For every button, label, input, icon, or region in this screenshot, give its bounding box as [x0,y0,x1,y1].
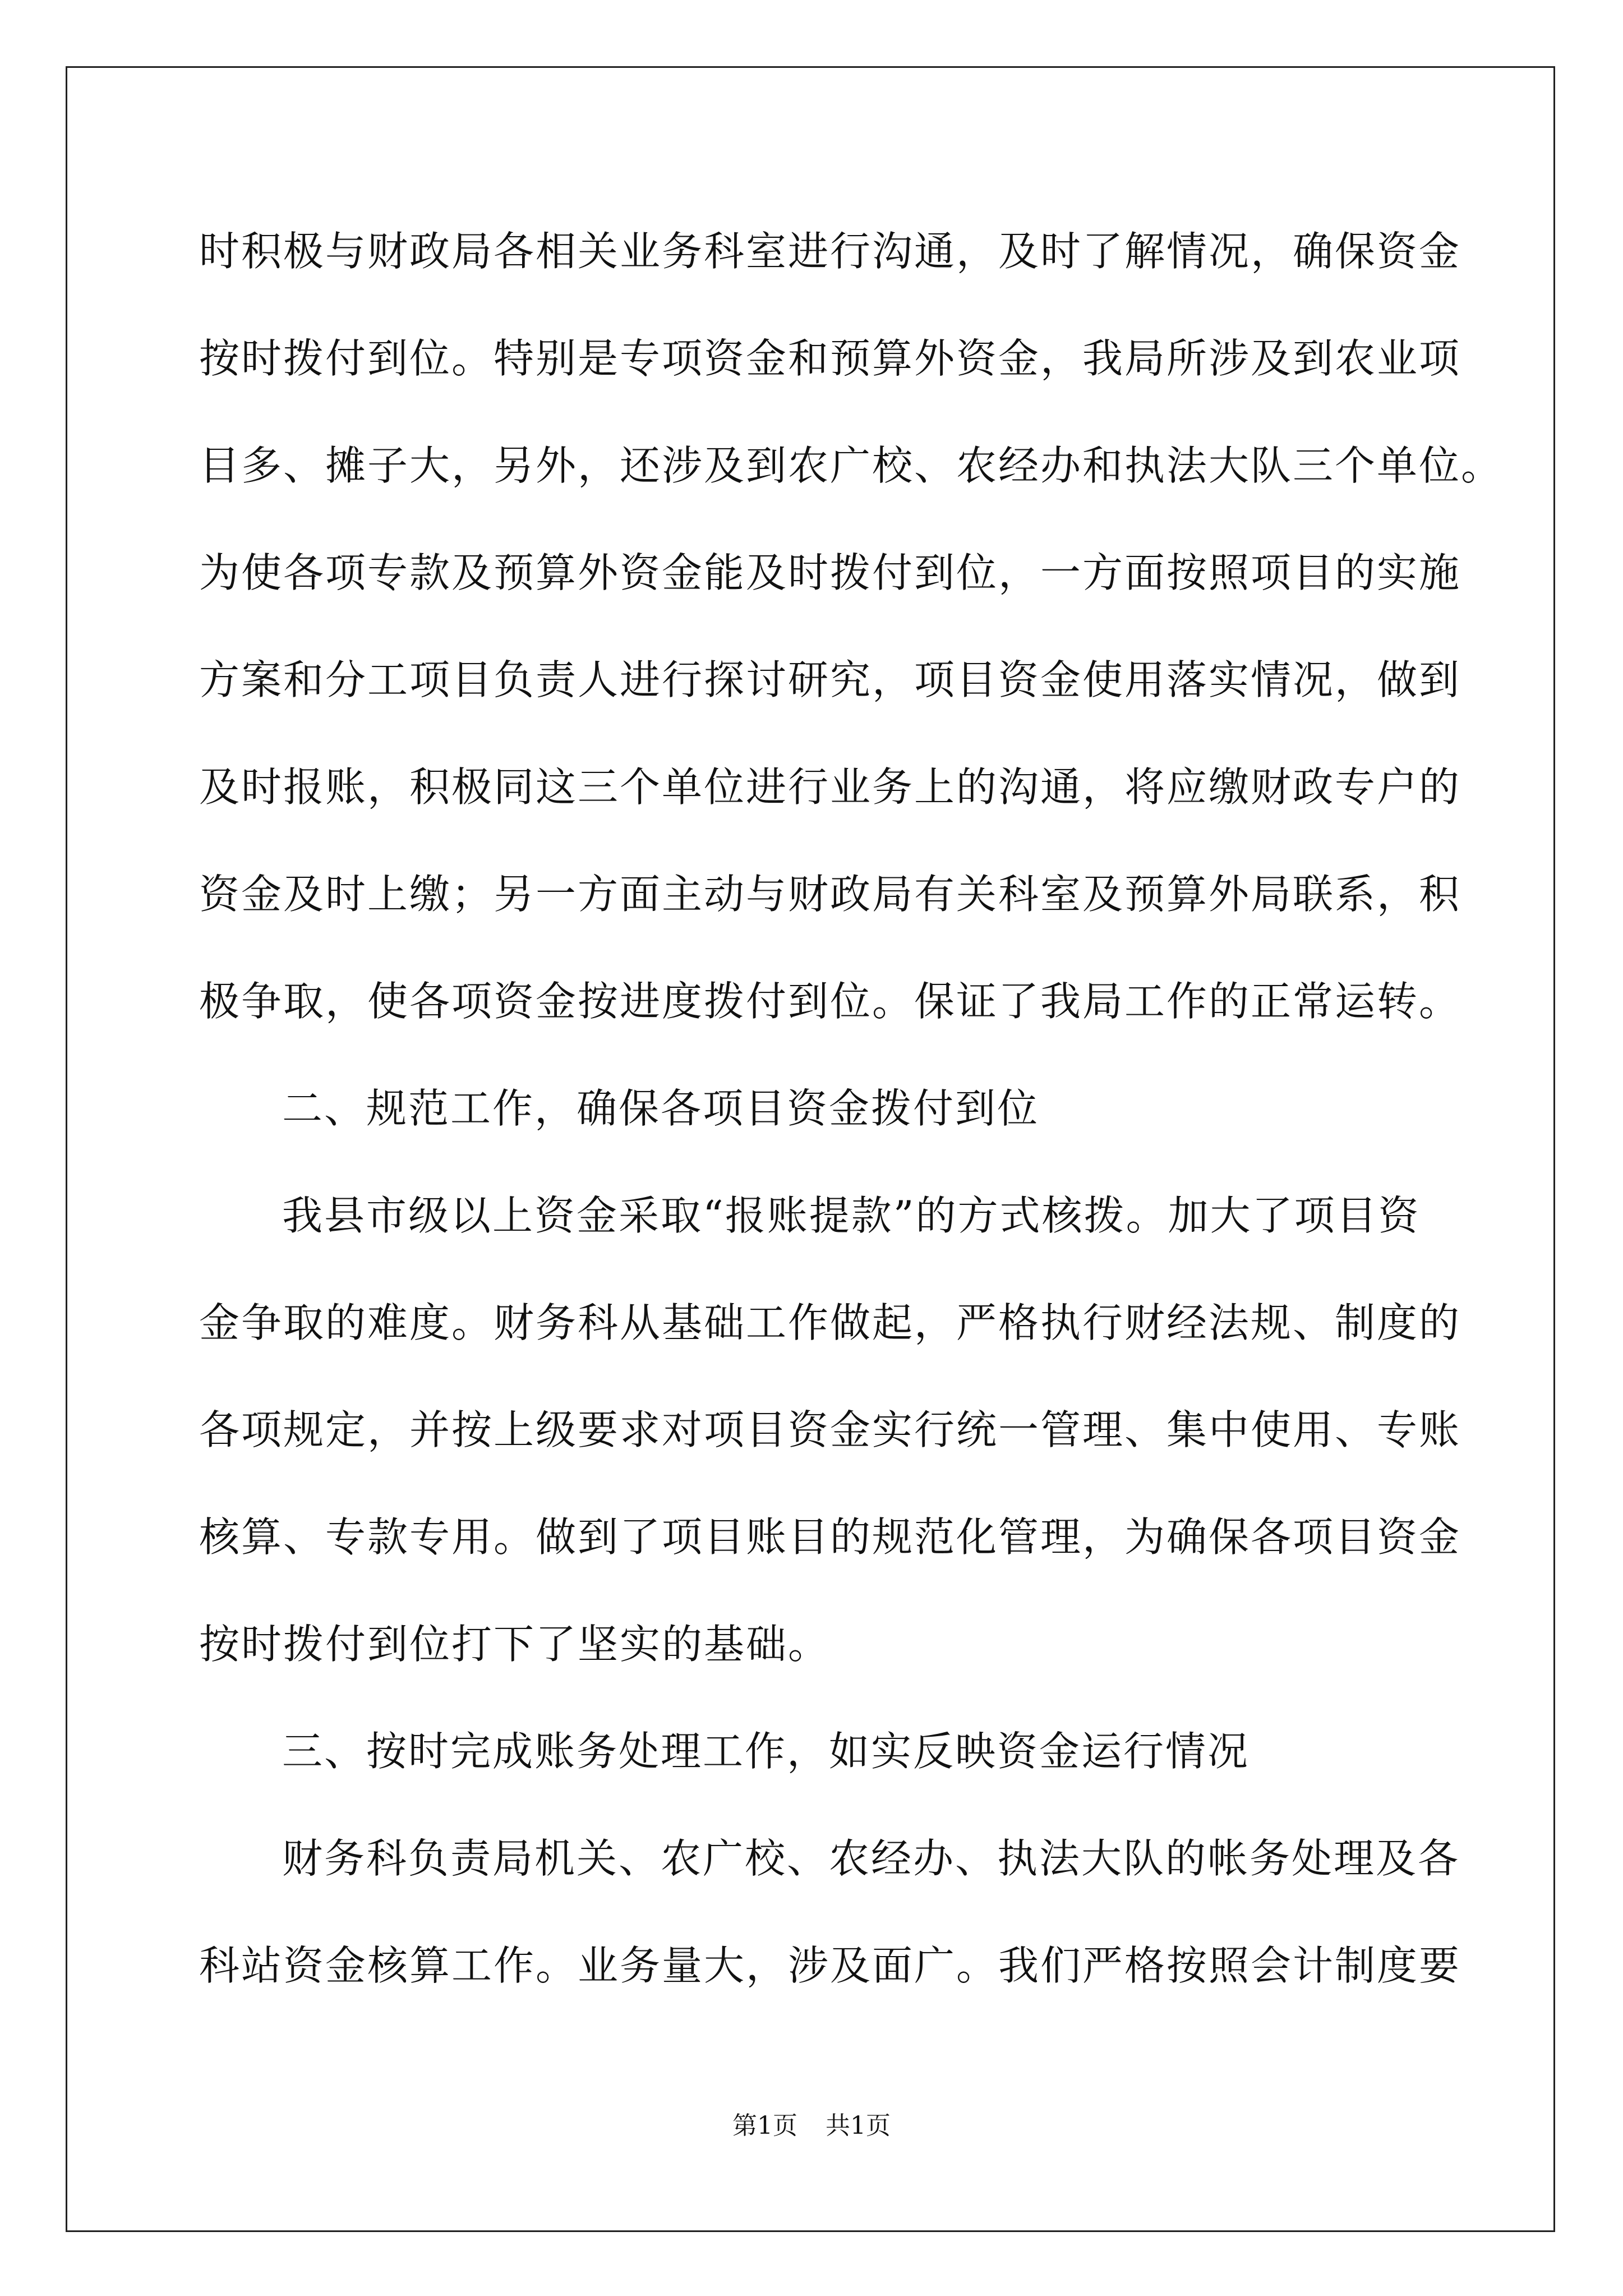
page-border [66,66,1555,2232]
section-heading: 三、按时完成账务处理工作，如实反映资金运行情况 [282,1728,1250,1775]
text-line: 目多、摊子大，另外，还涉及到农广校、农经办和执法大队三个单位。 [199,442,1504,489]
page-number: 第1页 [732,2111,797,2140]
paragraph-first-line: 财务科负责局机关、农广校、农经办、执法大队的帐务处理及各 [282,1835,1460,1882]
page-total: 共1页 [826,2111,891,2140]
text-line: 方案和分工项目负责人进行探讨研究，项目资金使用落实情况，做到 [199,656,1461,703]
text-line: 各项规定，并按上级要求对项目资金实行统一管理、集中使用、专账 [199,1406,1461,1453]
text-line: 金争取的难度。财务科从基础工作做起，严格执行财经法规、制度的 [199,1299,1461,1346]
section-heading: 二、规范工作，确保各项目资金拨付到位 [282,1085,1040,1132]
text-line: 极争取，使各项资金按进度拨付到位。保证了我局工作的正常运转。 [199,978,1461,1025]
text-line: 按时拨付到位打下了坚实的基础。 [199,1621,831,1668]
text-line: 时积极与财政局各相关业务科室进行沟通，及时了解情况，确保资金 [199,228,1461,275]
paragraph-first-line: 我县市级以上资金采取“报账提款”的方式核拨。加大了项目资 [282,1192,1421,1239]
page-footer [0,2111,1623,2140]
text-line: 及时报账，积极同这三个单位进行业务上的沟通，将应缴财政专户的 [199,763,1461,811]
text-line: 资金及时上缴；另一方面主动与财政局有关科室及预算外局联系，积 [199,871,1461,918]
text-line: 按时拨付到位。特别是专项资金和预算外资金，我局所涉及到农业项 [199,335,1461,382]
text-line: 为使各项专款及预算外资金能及时拨付到位，一方面按照项目的实施 [199,549,1461,596]
text-line: 核算、专款专用。做到了项目账目的规范化管理，为确保各项目资金 [199,1513,1461,1561]
text-line: 科站资金核算工作。业务量大，涉及面广。我们严格按照会计制度要 [199,1942,1461,1989]
